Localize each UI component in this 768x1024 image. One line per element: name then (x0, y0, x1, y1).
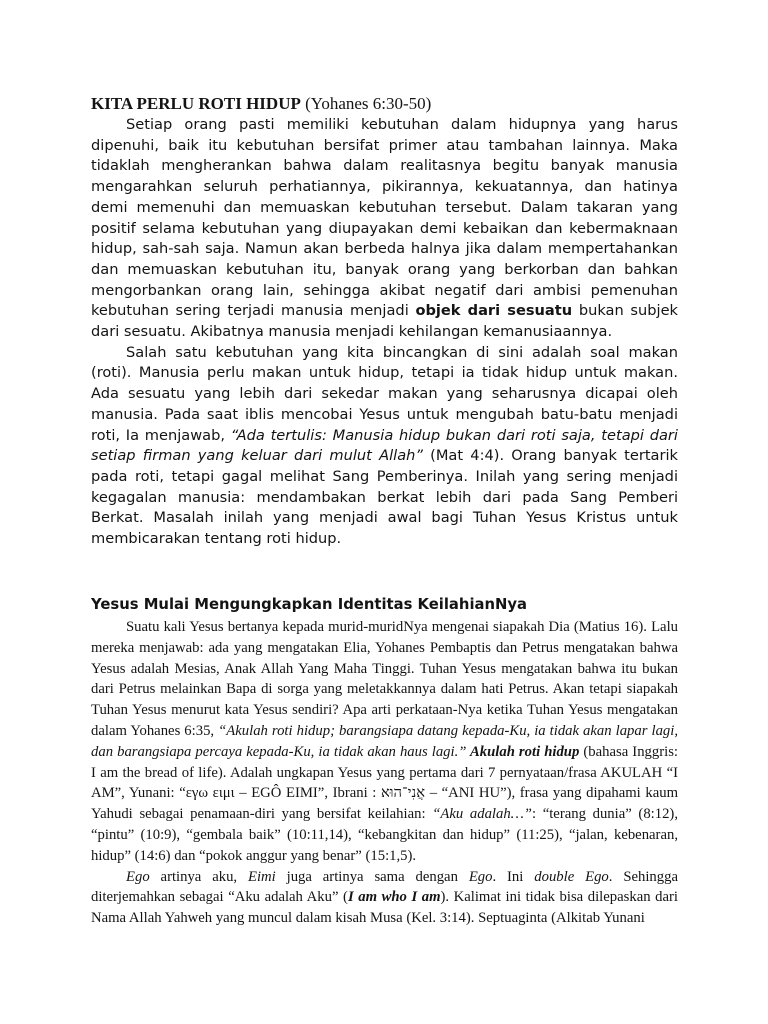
title-reference: (Yohanes 6:30-50) (300, 94, 432, 113)
paragraph-4-double-ego: double Ego (534, 868, 609, 885)
page-title (91, 93, 678, 115)
paragraph-3-text-b: (bahasa Inggris: I am the bread of life). Adalah ungkapan Yesus yang pertama dari 7 pernyataan/frasa AKULAH “I AM”, Yunani: “εγω ειμι – EGÔ EIMI”, Ibrani : אֲנִי־הוּא – “ANI HU”), frasa yang dipahami kaum Yahudi sebagai penamaan-diri yang bersifat keilahian: (91, 743, 678, 823)
paragraph-4-text-3: . Ini (492, 868, 535, 885)
paragraph-2-text-a: Salah satu kebutuhan yang kita bincangkan di sini adalah soal makan (roti). Manusia perlu makan untuk hidup, tetapi ia tidak hidup untuk makan. Ada sesuatu yang lebih dari sekedar makan yang seharusnya dicapai oleh manusia. Pada saat iblis mencobai Yesus untuk mengubah batu-batu menjadi roti, Ia menjawab, (91, 343, 678, 444)
paragraph-3-quote: “Akulah roti hidup; barangsiapa datang kepada-Ku, ia tidak akan lapar lagi, dan barangsiapa percaya kepada-Ku, ia tidak akan haus lagi.” (91, 722, 679, 760)
paragraph-1-text-a: Setiap orang pasti memiliki kebutuhan dalam hidupnya yang harus dipenuhi, baik itu kebutuhan bersifat primer atau tambahan lainnya. Maka tidaklah mengherankan bahwa dalam realitasnya begitu banyak manusia mengarahkan seluruh perhatiannya, pikirannya, kekuatannya, dan hatinya demi memenuhi dan memuaskan kebutuhan tersebut. Dalam takaran yang positif selama kebutuhan yang diupayakan demi kebaikan dan kebermaknaan hidup, sah-sah saja. Namun akan berbeda halnya jika dalam mempertahankan dan memuaskan kebutuhan itu, banyak orang yang berkorban dan bahkan mengorbankan orang lain, sehingga akibat negatif dari ambisi pemenuhan kebutuhan sering terjadi manusia menjadi (91, 116, 678, 320)
paragraph-4-ego-2: Ego (468, 868, 493, 885)
document-body (91, 93, 678, 550)
paragraph-4-i-am: I am who I am (347, 889, 441, 906)
paragraph-4-text-4: . Sehingga diterjemahkan sebagai “Aku adalah Aku” ( (91, 868, 678, 906)
paragraph-4-text-1: artinya aku, (149, 868, 248, 885)
title-main: KITA PERLU ROTI HIDUP (91, 94, 301, 113)
paragraph-3-bold-italic: Akulah roti hidup (466, 743, 580, 760)
section-heading: Yesus Mulai Mengungkapkan Identitas KeilahianNya (91, 596, 528, 613)
paragraph-3-italic-aku: “Aku adalah…” (432, 806, 532, 823)
paragraph-2-text-b: (Mat 4:4). Orang banyak tertarik pada roti, tetapi gagal melihat Sang Pemberinya. Inilah yang sering menjadi kegagalan manusia: mendambakan berkat lebih dari pada Sang Pemberi Berkat. Masalah inilah yang menjadi awal bagi Tuhan Yesus Kristus untuk membicarakan tentang roti hidup. (91, 447, 679, 548)
paragraph-4-text-5: ). Kalimat ini tidak bisa dilepaskan dari Nama Allah Yahweh yang muncul dalam kisah Musa (Kel. 3:14). Septuaginta (Alkitab Yunani (91, 889, 678, 927)
paragraph-3-text-c: : “terang dunia” (8:12), “pintu” (10:9), “gembala baik” (10:11,14), “kebangkitan dan hidup” (11:25), “jalan, kebenaran, hidup” (14:6) dan “pokok anggur yang benar” (15:1,5). (91, 806, 678, 864)
paragraph-2 (91, 343, 678, 550)
paragraph-4-eimi: Eimi (247, 868, 276, 885)
section-body (91, 617, 678, 929)
paragraph-1-text-b: bukan subjek dari sesuatu. Akibatnya manusia menjadi kehilangan kemanusiaannya. (91, 302, 679, 341)
paragraph-4-text-2: juga artinya sama dengan (275, 868, 469, 885)
paragraph-2-quote: “Ada tertulis: Manusia hidup bukan dari roti saja, tetapi dari setiap firman yang keluar dari mulut Allah” (91, 426, 678, 465)
paragraph-1 (91, 115, 678, 343)
paragraph-4 (91, 867, 678, 929)
paragraph-4-ego: Ego (126, 868, 150, 885)
paragraph-1-bold: objek dari sesuatu (415, 302, 573, 320)
paragraph-3 (91, 617, 678, 867)
paragraph-3-text-a: Suatu kali Yesus bertanya kepada murid-muridNya mengenai siapakah Dia (Matius 16). Lalu mereka menjawab: ada yang mengatakan Elia, Yohanes Pembaptis dan Petrus mengatakan bahwa Yesus adalah Mesias, Anak Allah Yang Maha Tinggi. Tuhan Yesus mengatakan bahwa itu bukan dari Petrus melainkan Bapa di sorga yang meletakkannya dalam hati Petrus. Akan tetapi siapakah Tuhan Yesus menurut kata Yesus sendiri? Apa arti perkataan-Nya ketika Tuhan Yesus mengatakan dalam Yohanes 6:35, (91, 619, 678, 739)
